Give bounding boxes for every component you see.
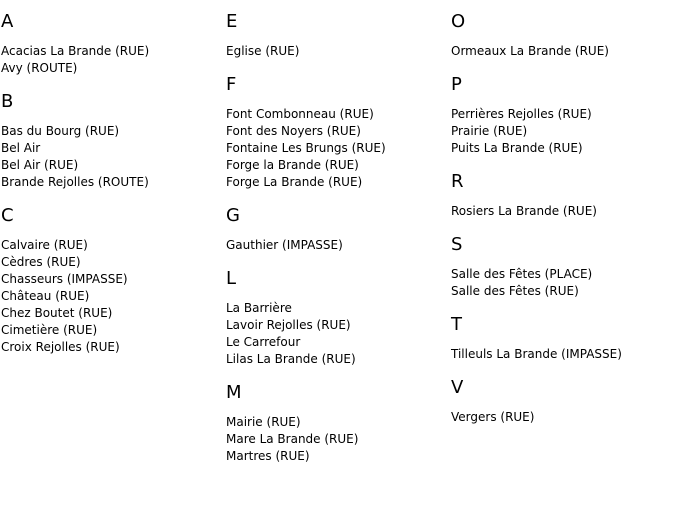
letter-group-c [1,204,221,356]
street-name: Croix Rejolles (RUE) [1,340,120,354]
street-name: Vergers (RUE) [451,410,535,424]
letter-group-f [226,73,446,191]
street-name: Bel Air [1,141,41,155]
letter-heading: M [226,382,242,403]
street-name: Chasseurs (IMPASSE) [1,272,128,286]
letter-heading: L [226,268,237,289]
street-name: Forge la Brande (RUE) [226,158,359,172]
street-name: Forge La Brande (RUE) [226,175,363,189]
street-list [451,346,671,363]
street-name: Martres (RUE) [226,449,310,463]
street-name: Calvaire (RUE) [1,238,88,252]
street-name: La Barrière [226,301,292,315]
street-index-column-1 [1,10,221,369]
letter-group-m [226,381,446,465]
street-name: Gauthier (IMPASSE) [226,238,343,252]
letter-heading: A [1,11,14,32]
letter-heading: C [1,205,14,226]
letter-group-p [451,73,671,157]
street-list [451,43,671,60]
letter-group-l [226,267,446,368]
street-name: Eglise (RUE) [226,44,300,58]
letter-heading: S [451,234,463,255]
street-list [451,203,671,220]
letter-group-a [1,10,221,77]
street-list [226,414,446,465]
letter-group-g [226,204,446,254]
letter-heading: P [451,74,462,95]
letter-heading: G [226,205,240,226]
street-name: Mairie (RUE) [226,415,301,429]
street-name: Prairie (RUE) [451,124,528,138]
street-list [451,266,671,300]
letter-group-s [451,233,671,300]
street-list [226,106,446,191]
street-index-column-3 [451,10,671,439]
street-name: Ormeaux La Brande (RUE) [451,44,609,58]
street-name: Cimetière (RUE) [1,323,98,337]
letter-group-e [226,10,446,60]
street-name: Puits La Brande (RUE) [451,141,583,155]
street-name: Font Combonneau (RUE) [226,107,374,121]
street-list [1,43,221,77]
street-name: Font des Noyers (RUE) [226,124,361,138]
letter-group-t [451,313,671,363]
street-name: Salle des Fêtes (PLACE) [451,267,593,281]
letter-group-v [451,376,671,426]
street-name: Perrières Rejolles (RUE) [451,107,592,121]
street-name: Fontaine Les Brungs (RUE) [226,141,386,155]
letter-heading: F [226,74,237,95]
street-name: Bel Air (RUE) [1,158,79,172]
street-list [1,237,221,356]
letter-group-o [451,10,671,60]
letter-heading: R [451,171,464,192]
letter-heading: O [451,11,466,32]
letter-heading: V [451,377,464,398]
street-name: Le Carrefour [226,335,301,349]
street-name: Mare La Brande (RUE) [226,432,359,446]
letter-heading: B [1,91,14,112]
street-name: Tilleuls La Brande (IMPASSE) [451,347,622,361]
letter-group-b [1,90,221,191]
street-name: Avy (ROUTE) [1,61,78,75]
street-name: Lavoir Rejolles (RUE) [226,318,351,332]
street-name: Château (RUE) [1,289,90,303]
street-list [226,237,446,254]
letter-heading: E [226,11,238,32]
street-list [451,409,671,426]
street-name: Chez Boutet (RUE) [1,306,113,320]
street-name: Cèdres (RUE) [1,255,81,269]
street-index-column-2 [226,10,446,478]
street-list [226,43,446,60]
street-list [451,106,671,157]
street-name: Salle des Fêtes (RUE) [451,284,579,298]
street-name: Bas du Bourg (RUE) [1,124,120,138]
street-list [1,123,221,191]
street-name: Rosiers La Brande (RUE) [451,204,597,218]
street-name: Acacias La Brande (RUE) [1,44,150,58]
street-list [226,300,446,368]
letter-heading: T [451,314,462,335]
street-name: Brande Rejolles (ROUTE) [1,175,149,189]
letter-group-r [451,170,671,220]
street-name: Lilas La Brande (RUE) [226,352,356,366]
